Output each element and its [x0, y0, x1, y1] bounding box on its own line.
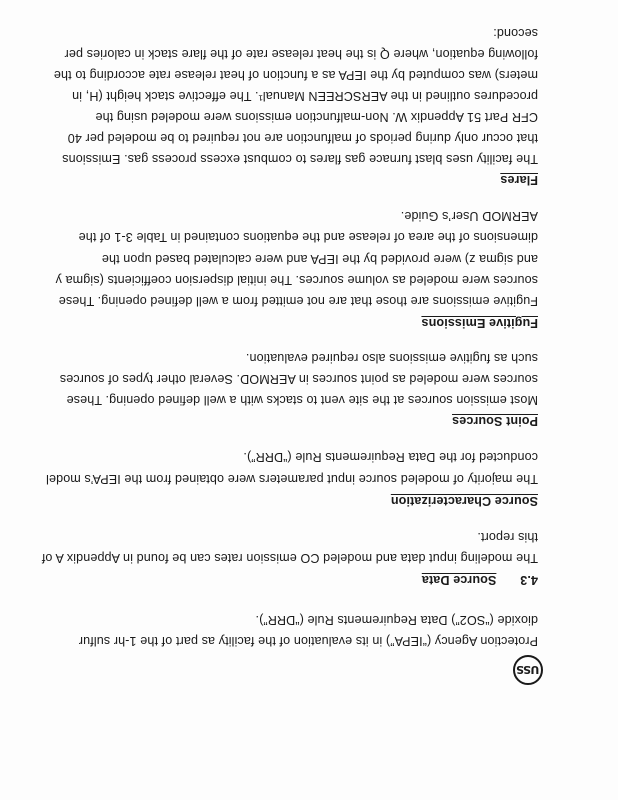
point-sources-line-1: Most emission sources at the site vent to stacks with a well defined opening. These — [66, 393, 538, 407]
flares-line-5: meters) was computed by the IEPA as a function of heat release rate according to the — [53, 68, 538, 82]
intro-line-1: Protection Agency (“IEPA”) in its evaluation of the facility as part of the 1-hr sulfur — [78, 634, 538, 648]
section-number: 4.3 — [520, 573, 538, 587]
flares-line-4: procedures outlined in the AERSCREEN Manual¹. The effective stack height (H, in — [72, 89, 538, 103]
fugitive-line-4: dimensions of the area of release and the equations contained in Table 3-1 of the — [78, 230, 538, 244]
flares-line-7: second: — [493, 26, 538, 40]
fugitive-line-2: sources were modeled as volume sources. The initial dispersion coefficients (sigma y — [55, 273, 538, 287]
fugitive-emissions-heading: Fugitive Emissions — [421, 316, 538, 330]
flares-line-3: CFR Part 51 Appendix W. Non-malfunction emissions were modeled using the — [95, 110, 538, 124]
section-title: Source Data — [421, 573, 497, 587]
uss-logo-icon: USS — [513, 655, 543, 685]
intro-line-2: dioxide (“SO2”) Data Requirements Rule (“DRR”). — [255, 613, 538, 627]
fugitive-line-3: and sigma z) were provided by the IEPA and were calculated based upon the — [101, 252, 538, 266]
fugitive-line-1: Fugitive emissions are those that are not emitted from a well defined opening. These — [58, 294, 538, 308]
flares-line-1: The facility uses blast furnace gas flares to combust excess process gas. Emissions — [62, 152, 538, 166]
source-characterization-line-1: The majority of modeled source input parameters were obtained from the IEPA’s model — [46, 472, 538, 486]
source-characterization-line-2: conducted for the Data Requirements Rule (“DRR”). — [243, 450, 538, 464]
point-sources-heading: Point Sources — [452, 414, 538, 428]
fugitive-line-5: AERMOD User’s Guide. — [400, 209, 538, 223]
flares-line-2: that occur only during periods of malfunction are not required to be modeled per 40 — [67, 131, 538, 145]
section-heading — [422, 573, 538, 587]
section-body-line-2: this report. — [477, 530, 538, 544]
flares-line-6: following equation, where Q is the heat release rate of the flare stack in calories per — [64, 47, 538, 61]
point-sources-line-3: such as fugitive emissions also required evaluation. — [245, 351, 538, 365]
point-sources-line-2: sources were modeled as point sources in AERMOD. Several other types of sources — [59, 372, 538, 386]
flares-heading: Flares — [500, 173, 538, 187]
source-characterization-heading: Source Characterization — [390, 494, 538, 508]
section-body-line-1: The modeling input data and modeled CO emission rates can be found in Appendix A of — [41, 551, 538, 565]
